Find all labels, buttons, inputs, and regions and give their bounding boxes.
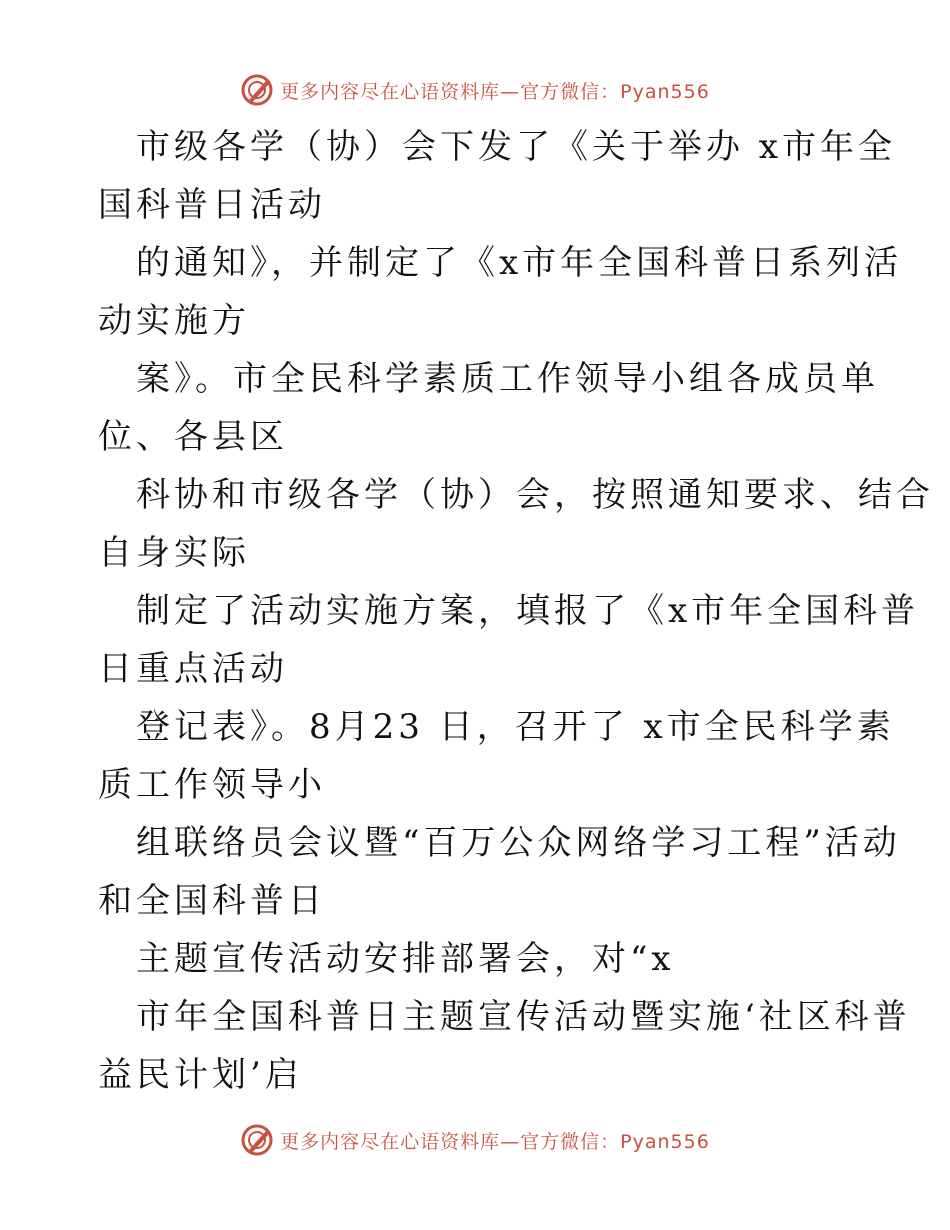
text-line: 登记表》。8月23 日，召开了 x市全民科学素 [136, 707, 895, 747]
text-line: 科协和市级各学（协）会，按照通知要求、结合 [136, 475, 934, 515]
document-body [98, 118, 934, 1104]
text-line: 国科普日活动 [98, 185, 326, 225]
text-line: 日重点活动 [98, 649, 288, 689]
text-line: 位、各县区 [98, 417, 288, 457]
text-line: 市年全国科普日主题宣传活动暨实施‘社区科普 [136, 997, 911, 1037]
text-line: 组联络员会议暨“百万公众网络学习工程”活动 [136, 823, 901, 863]
text-line: 质工作领导小 [98, 765, 326, 805]
text-line: 和全国科普日 [98, 881, 326, 921]
text-line: 益民计划’启 [98, 1055, 303, 1095]
text-line: 案》。市全民科学素质工作领导小组各成员单 [136, 359, 879, 399]
header-watermark [0, 68, 950, 112]
text-line: 主题宣传活动安排部署会，对“x [136, 939, 675, 979]
text-line: 自身实际 [98, 533, 250, 573]
text-line: 市级各学（协）会下发了《关于举办 x市年全 [136, 127, 896, 167]
text-line: 动实施方 [98, 301, 250, 341]
pen-logo-icon [240, 73, 274, 107]
watermark-text: 更多内容尽在心语资料库—官方微信：Pyan556 [280, 80, 710, 103]
pen-logo-icon [240, 1123, 274, 1157]
text-line: 制定了活动实施方案，填报了《x市年全国科普 [136, 591, 920, 631]
watermark-text: 更多内容尽在心语资料库—官方微信：Pyan556 [280, 1130, 710, 1153]
text-line: 的通知》，并制定了《x市年全国科普日系列活 [136, 243, 903, 283]
footer-watermark [0, 1118, 950, 1162]
